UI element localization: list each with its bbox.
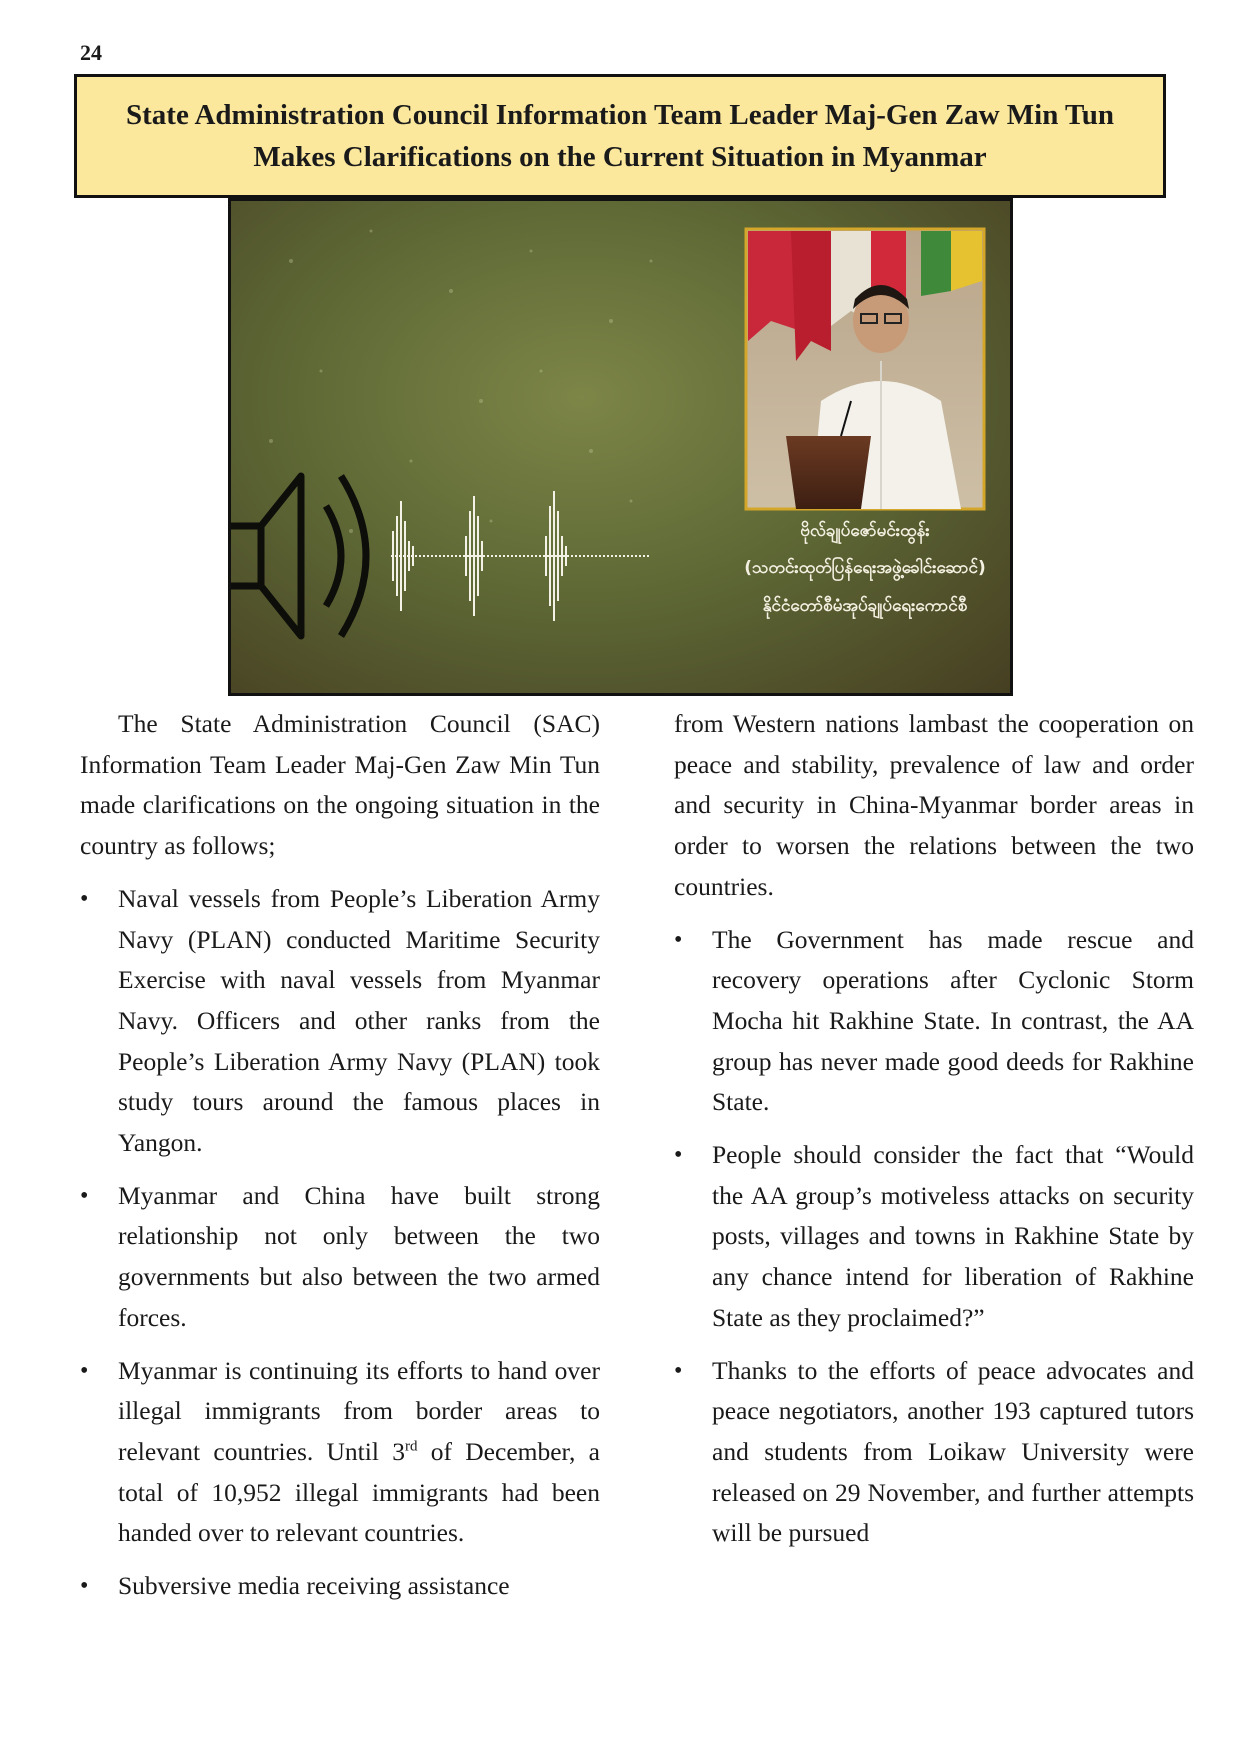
ordinal-suffix: rd <box>404 1438 418 1455</box>
page-number: 24 <box>80 40 102 65</box>
caption-line-3: နိုင်ငံတော်စီမံအုပ်ချုပ်ရေးကောင်စီ <box>762 596 968 616</box>
bullet-continuation: from Western nations lambast the cooperation on peace and stability, prevalence of law and order and security in China-Myanmar border areas in order to worsen the relations between the two countries. <box>674 709 1194 901</box>
left-column <box>80 704 600 1607</box>
intro-paragraph: The State Administration Council (SAC) Information Team Leader Maj-Gen Zaw Min Tun made clarifications on the ongoing situation in the country as follows; <box>80 709 600 861</box>
sound-wave-icon <box>391 491 651 621</box>
photo-caption <box>744 520 985 620</box>
bullet-item: • People should consider the fact that “Would the AA group’s motiveless attacks on security posts, villages and towns in Rakhine State by any chance intend for liberation of Rakhine State as they proclaimed?” <box>674 1135 1194 1339</box>
article-title-box <box>74 74 1166 198</box>
background-speckles <box>269 230 653 534</box>
bullet-list-left <box>80 879 600 1607</box>
bullet-item: • Naval vessels from People’s Liberation Army Navy (PLAN) conducted Maritime Security Exercise with naval vessels from Myanmar Navy. Officers and other ranks from the People’s Liberation Army Navy (PLAN) took study tours around the famous places in Yangon. <box>80 879 600 1164</box>
article-photo <box>228 198 1013 696</box>
speaker-portrait <box>746 229 984 509</box>
caption-line-1: ဗိုလ်ချုပ်ဇော်မင်းထွန်း <box>800 521 930 541</box>
bullet-item: • Subversive media receiving assistance <box>80 1566 600 1607</box>
bullet-item: • Myanmar and China have built strong relationship not only between the two governments but also between the two armed forces. <box>80 1176 600 1339</box>
photo-illustration <box>231 201 1010 693</box>
caption-line-2: (သတင်းထုတ်ပြန်ရေးအဖွဲ့ခေါင်းဆောင်) <box>744 558 986 578</box>
bullet-item: • The Government has made rescue and recovery operations after Cyclonic Storm Mocha hit Rakhine State. In contrast, the AA group has never made good deeds for Rakhine State. <box>674 920 1194 1124</box>
article-title-line-1: State Administration Council Information Team Leader Maj-Gen Zaw Min Tun <box>126 99 1114 131</box>
article-title-line-2: Makes Clarifications on the Current Situation in Myanmar <box>253 141 987 173</box>
bullet-text: Myanmar is continuing its efforts to hand over illegal immigrants from border areas to relevant countries. Until 3 <box>118 1355 600 1466</box>
bullet-list-right <box>674 920 1194 1555</box>
speaker-icon <box>231 476 366 636</box>
bullet-item: • Thanks to the efforts of peace advocates and peace negotiators, another 193 captured tutors and students from Loikaw University were released on 29 November, and further attempts will be pursued <box>674 1351 1194 1555</box>
bullet-item-immigrants <box>80 1351 600 1555</box>
bullet-text: of December, a total of 10,952 illegal immigrants had been handed over to relevant countries. <box>118 1436 600 1548</box>
right-column <box>674 704 1194 1566</box>
